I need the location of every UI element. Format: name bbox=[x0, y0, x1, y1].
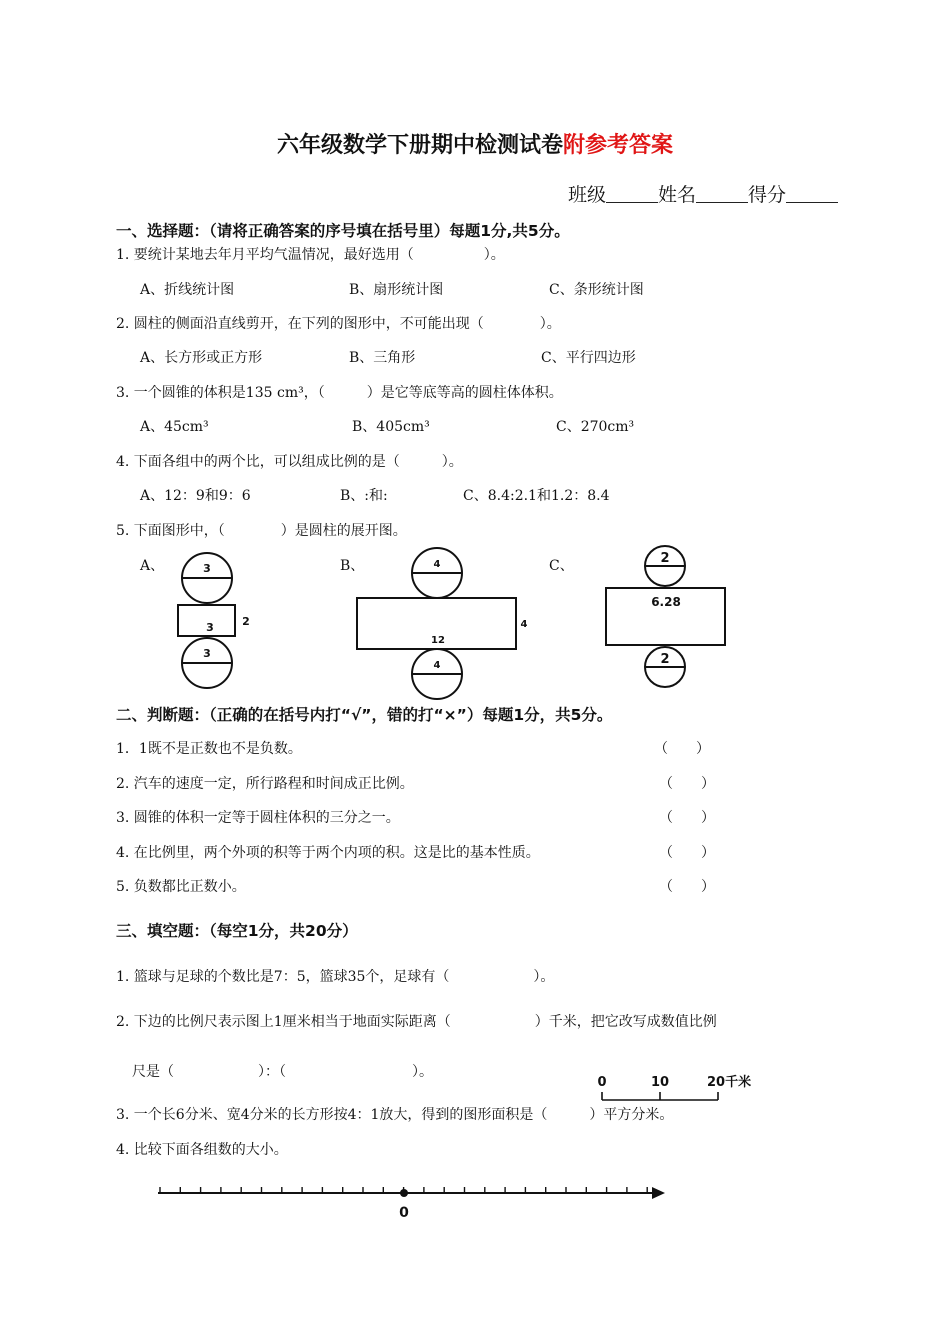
fig-b-side-label: 4 bbox=[520, 619, 528, 630]
s1-q1: 1. 要统计某地去年月平均气温情况，最好选用（ ）。 bbox=[116, 247, 505, 263]
s2-item3-bracket[interactable]: （ ） bbox=[659, 810, 715, 826]
section2-heading: 二、判断题：（正确的在括号内打“√”，错的打“×”）每题1分，共5分。 bbox=[116, 706, 613, 724]
s1-q3-opt-b: B、405cm³ bbox=[352, 419, 430, 435]
class-label: 班级 bbox=[567, 184, 606, 206]
name-label: 姓名 bbox=[657, 184, 696, 206]
s3-q2: 2. 下边的比例尺表示图上1厘米相当于地面实际距离（ ）千米，把它改写成数值比例 bbox=[116, 1014, 717, 1030]
s1-q5-opt-b: B、 bbox=[340, 558, 365, 574]
s3-q2-cont: 尺是（ ）：（ ）。 bbox=[132, 1064, 433, 1080]
s1-q3-opt-a: A、45cm³ bbox=[140, 419, 209, 435]
scale-label-10: 10 bbox=[650, 1075, 670, 1090]
s1-q3-opt-c: C、270cm³ bbox=[556, 419, 635, 435]
s1-q2-opt-c: C、平行四边形 bbox=[541, 350, 636, 366]
fig-a-top-label: 3 bbox=[203, 562, 211, 575]
fig-b-bottom-label: 4 bbox=[433, 660, 441, 671]
fig-c-bottom-label: 2 bbox=[660, 652, 670, 667]
s2-item5: 5. 负数都比正数小。 bbox=[116, 879, 246, 895]
score-label: 得分 bbox=[747, 184, 786, 206]
s1-q2: 2. 圆柱的侧面沿直线剪开，在下列的图形中，不可能出现（ ）。 bbox=[116, 316, 561, 332]
scale-label-0: 0 bbox=[597, 1075, 607, 1090]
number-line-zero-label: 0 bbox=[399, 1205, 409, 1221]
s3-q4: 4. 比较下面各组数的大小。 bbox=[116, 1142, 288, 1158]
fig-a-side-label: 2 bbox=[242, 615, 250, 628]
s2-item4-bracket[interactable]: （ ） bbox=[659, 845, 715, 861]
page-title: 六年级数学下册期中检测试卷附参考答案 bbox=[276, 132, 674, 158]
fig-b-top-label: 4 bbox=[433, 559, 441, 570]
s1-q1-opt-c: C、条形统计图 bbox=[549, 282, 644, 298]
fig-c-top-label: 2 bbox=[660, 551, 670, 566]
s1-q4-opt-b: B、:和: bbox=[340, 488, 388, 504]
s1-q3: 3. 一个圆锥的体积是135 cm³，（ ）是它等底等高的圆柱体体积。 bbox=[116, 385, 563, 401]
s1-q5-opt-c: C、 bbox=[549, 558, 574, 574]
s1-q2-opt-b: B、三角形 bbox=[349, 350, 416, 366]
s1-q4-opt-a: A、12：9和9：6 bbox=[140, 488, 251, 504]
number-line bbox=[150, 1180, 680, 1225]
s1-q4-opt-c: C、8.4:2.1和1.2：8.4 bbox=[463, 488, 610, 504]
scale-bar bbox=[580, 1068, 780, 1108]
section3-heading: 三、填空题：（每空1分，共20分） bbox=[116, 922, 358, 940]
s2-item2: 2. 汽车的速度一定，所行路程和时间成正比例。 bbox=[116, 776, 414, 792]
s2-item4: 4. 在比例里，两个外项的积等于两个内项的积。这是比的基本性质。 bbox=[116, 845, 540, 861]
s2-item2-bracket[interactable]: （ ） bbox=[659, 776, 715, 792]
s1-q1-opt-b: B、扇形统计图 bbox=[349, 282, 444, 298]
s1-q5: 5. 下面图形中，（ ）是圆柱的展开图。 bbox=[116, 523, 407, 539]
s1-q1-opt-a: A、折线统计图 bbox=[140, 282, 235, 298]
s3-q1: 1. 篮球与足球的个数比是7：5，篮球35个，足球有（ ）。 bbox=[116, 969, 555, 985]
s1-q2-opt-a: A、长方形或正方形 bbox=[140, 350, 263, 366]
s1-q5-opt-a: A、 bbox=[140, 558, 165, 574]
fig-b-rect-label: 12 bbox=[431, 635, 445, 646]
fig-c-rect-label: 6.28 bbox=[651, 595, 681, 609]
s2-item1: 1．1既不是正数也不是负数。 bbox=[116, 741, 302, 757]
s3-q3: 3. 一个长6分米、宽4分米的长方形按4：1放大，得到的图形面积是（ ）平方分米。 bbox=[116, 1107, 674, 1123]
fig-a-bottom-label: 3 bbox=[203, 647, 211, 660]
title-suffix: 附参考答案 bbox=[563, 132, 674, 158]
s1-q4: 4. 下面各组中的两个比，可以组成比例的是（ ）。 bbox=[116, 454, 463, 470]
s2-item1-bracket[interactable]: （ ） bbox=[654, 741, 710, 757]
scale-label-20: 20千米 bbox=[707, 1075, 752, 1090]
s2-item3: 3. 圆锥的体积一定等于圆柱体积的三分之一。 bbox=[116, 810, 400, 826]
section1-heading: 一、选择题：（请将正确答案的序号填在括号里）每题1分,共5分。 bbox=[116, 222, 570, 240]
s2-item5-bracket[interactable]: （ ） bbox=[659, 879, 715, 895]
number-line-arrow bbox=[652, 1187, 665, 1199]
fig-a-rect-label: 3 bbox=[206, 621, 214, 634]
number-line-origin-dot bbox=[400, 1189, 408, 1197]
